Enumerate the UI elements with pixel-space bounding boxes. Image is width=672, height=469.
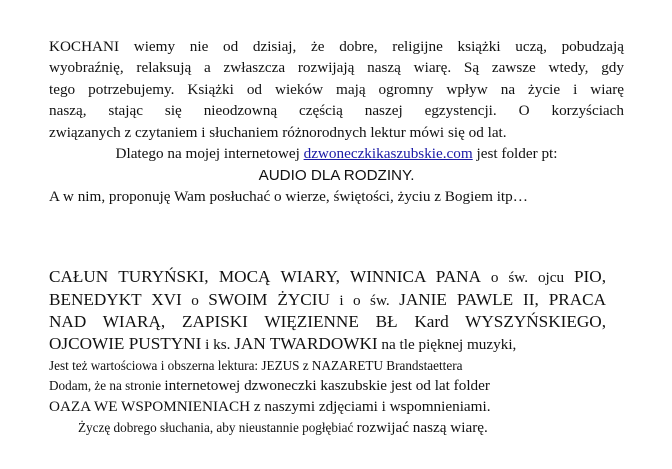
title-pio: PIO, bbox=[574, 267, 606, 286]
second-line-6-text-b: internetowej dzwoneczki kaszubskie jest od lat folder bbox=[164, 377, 490, 394]
second-line-5: Jest też wartościowa i obszerna lektura: JEZUS z NAZARETU Brandstaettera bbox=[49, 358, 463, 373]
intro-line-3: tego potrzebujemy. Książki od wieków mają ogromny wpływ na życie i wiarę bbox=[49, 81, 624, 98]
second-line-7: OAZA WE WSPOMNIENIACH z naszymi zdjęciami i wspomnieniami. bbox=[49, 398, 491, 415]
intro-line-2: wyobraźnię, relaksują a zwłaszcza rozwijają naszą wiarę. Są zawsze wtedy, gdy bbox=[49, 59, 624, 76]
second-line-8-text: Życzę dobrego słuchania, aby nieustannie pogłębiać bbox=[78, 420, 357, 435]
title-jan-pawel: JANIE PAWLE II, PRACA bbox=[399, 290, 607, 309]
second-line-4-text-a: i ks. bbox=[201, 336, 235, 353]
second-line-3: NAD WIARĄ, ZAPISKI WIĘZIENNE BŁ Kard WYSZYŃSKIEGO, bbox=[49, 312, 606, 331]
second-line-1-text: o św. ojcu bbox=[481, 269, 574, 286]
intro-line-8: A w nim, proponuję Wam posłuchać o wierze, świętości, życiu z Bogiem itp… bbox=[49, 188, 528, 205]
folder-title-audio: AUDIO DLA RODZINY. bbox=[258, 167, 415, 184]
second-line-2 bbox=[49, 291, 606, 309]
second-line-2-text-b: i o św. bbox=[329, 292, 400, 309]
second-line-6 bbox=[49, 378, 490, 394]
intro-line-6-text-a: Dlatego na mojej internetowej bbox=[115, 145, 304, 162]
title-ojcowie-pustyni: OJCOWIE PUSTYNI bbox=[49, 334, 202, 353]
intro-line-4: naszą, stając się nieodzowną częścią naszej egzystencji. O korzyściach bbox=[49, 102, 624, 119]
second-line-4 bbox=[49, 335, 516, 353]
titles-group-1: CAŁUN TURYŃSKI, MOCĄ WIARY, WINNICA PANA bbox=[49, 267, 482, 286]
website-link[interactable]: dzwoneczkikaszubskie.com bbox=[303, 145, 473, 162]
intro-line-1: KOCHANI wiemy nie od dzisiaj, że dobre, religijne książki uczą, pobudzają bbox=[49, 38, 624, 55]
intro-line-6 bbox=[49, 146, 624, 161]
title-swoim-zyciu: SWOIM ŻYCIU bbox=[208, 290, 330, 309]
second-line-6-text-a: Dodam, że na stronie bbox=[49, 378, 165, 393]
intro-line-5: związanych z czytaniem i słuchaniem różnorodnych lektur mówi się od lat. bbox=[49, 124, 507, 141]
title-benedykt: BENEDYKT XVI bbox=[49, 290, 182, 309]
second-line-2-text-a: o bbox=[181, 292, 209, 309]
intro-line-6-text-b: jest folder pt: bbox=[472, 145, 558, 162]
second-line-4-text-b: na tle pięknej muzyki, bbox=[377, 336, 517, 353]
second-line-8 bbox=[78, 420, 488, 436]
second-line-8-ending: rozwijać naszą wiarę. bbox=[356, 419, 488, 436]
title-twardowski: JAN TWARDOWKI bbox=[234, 334, 378, 353]
second-line-1 bbox=[49, 268, 606, 286]
